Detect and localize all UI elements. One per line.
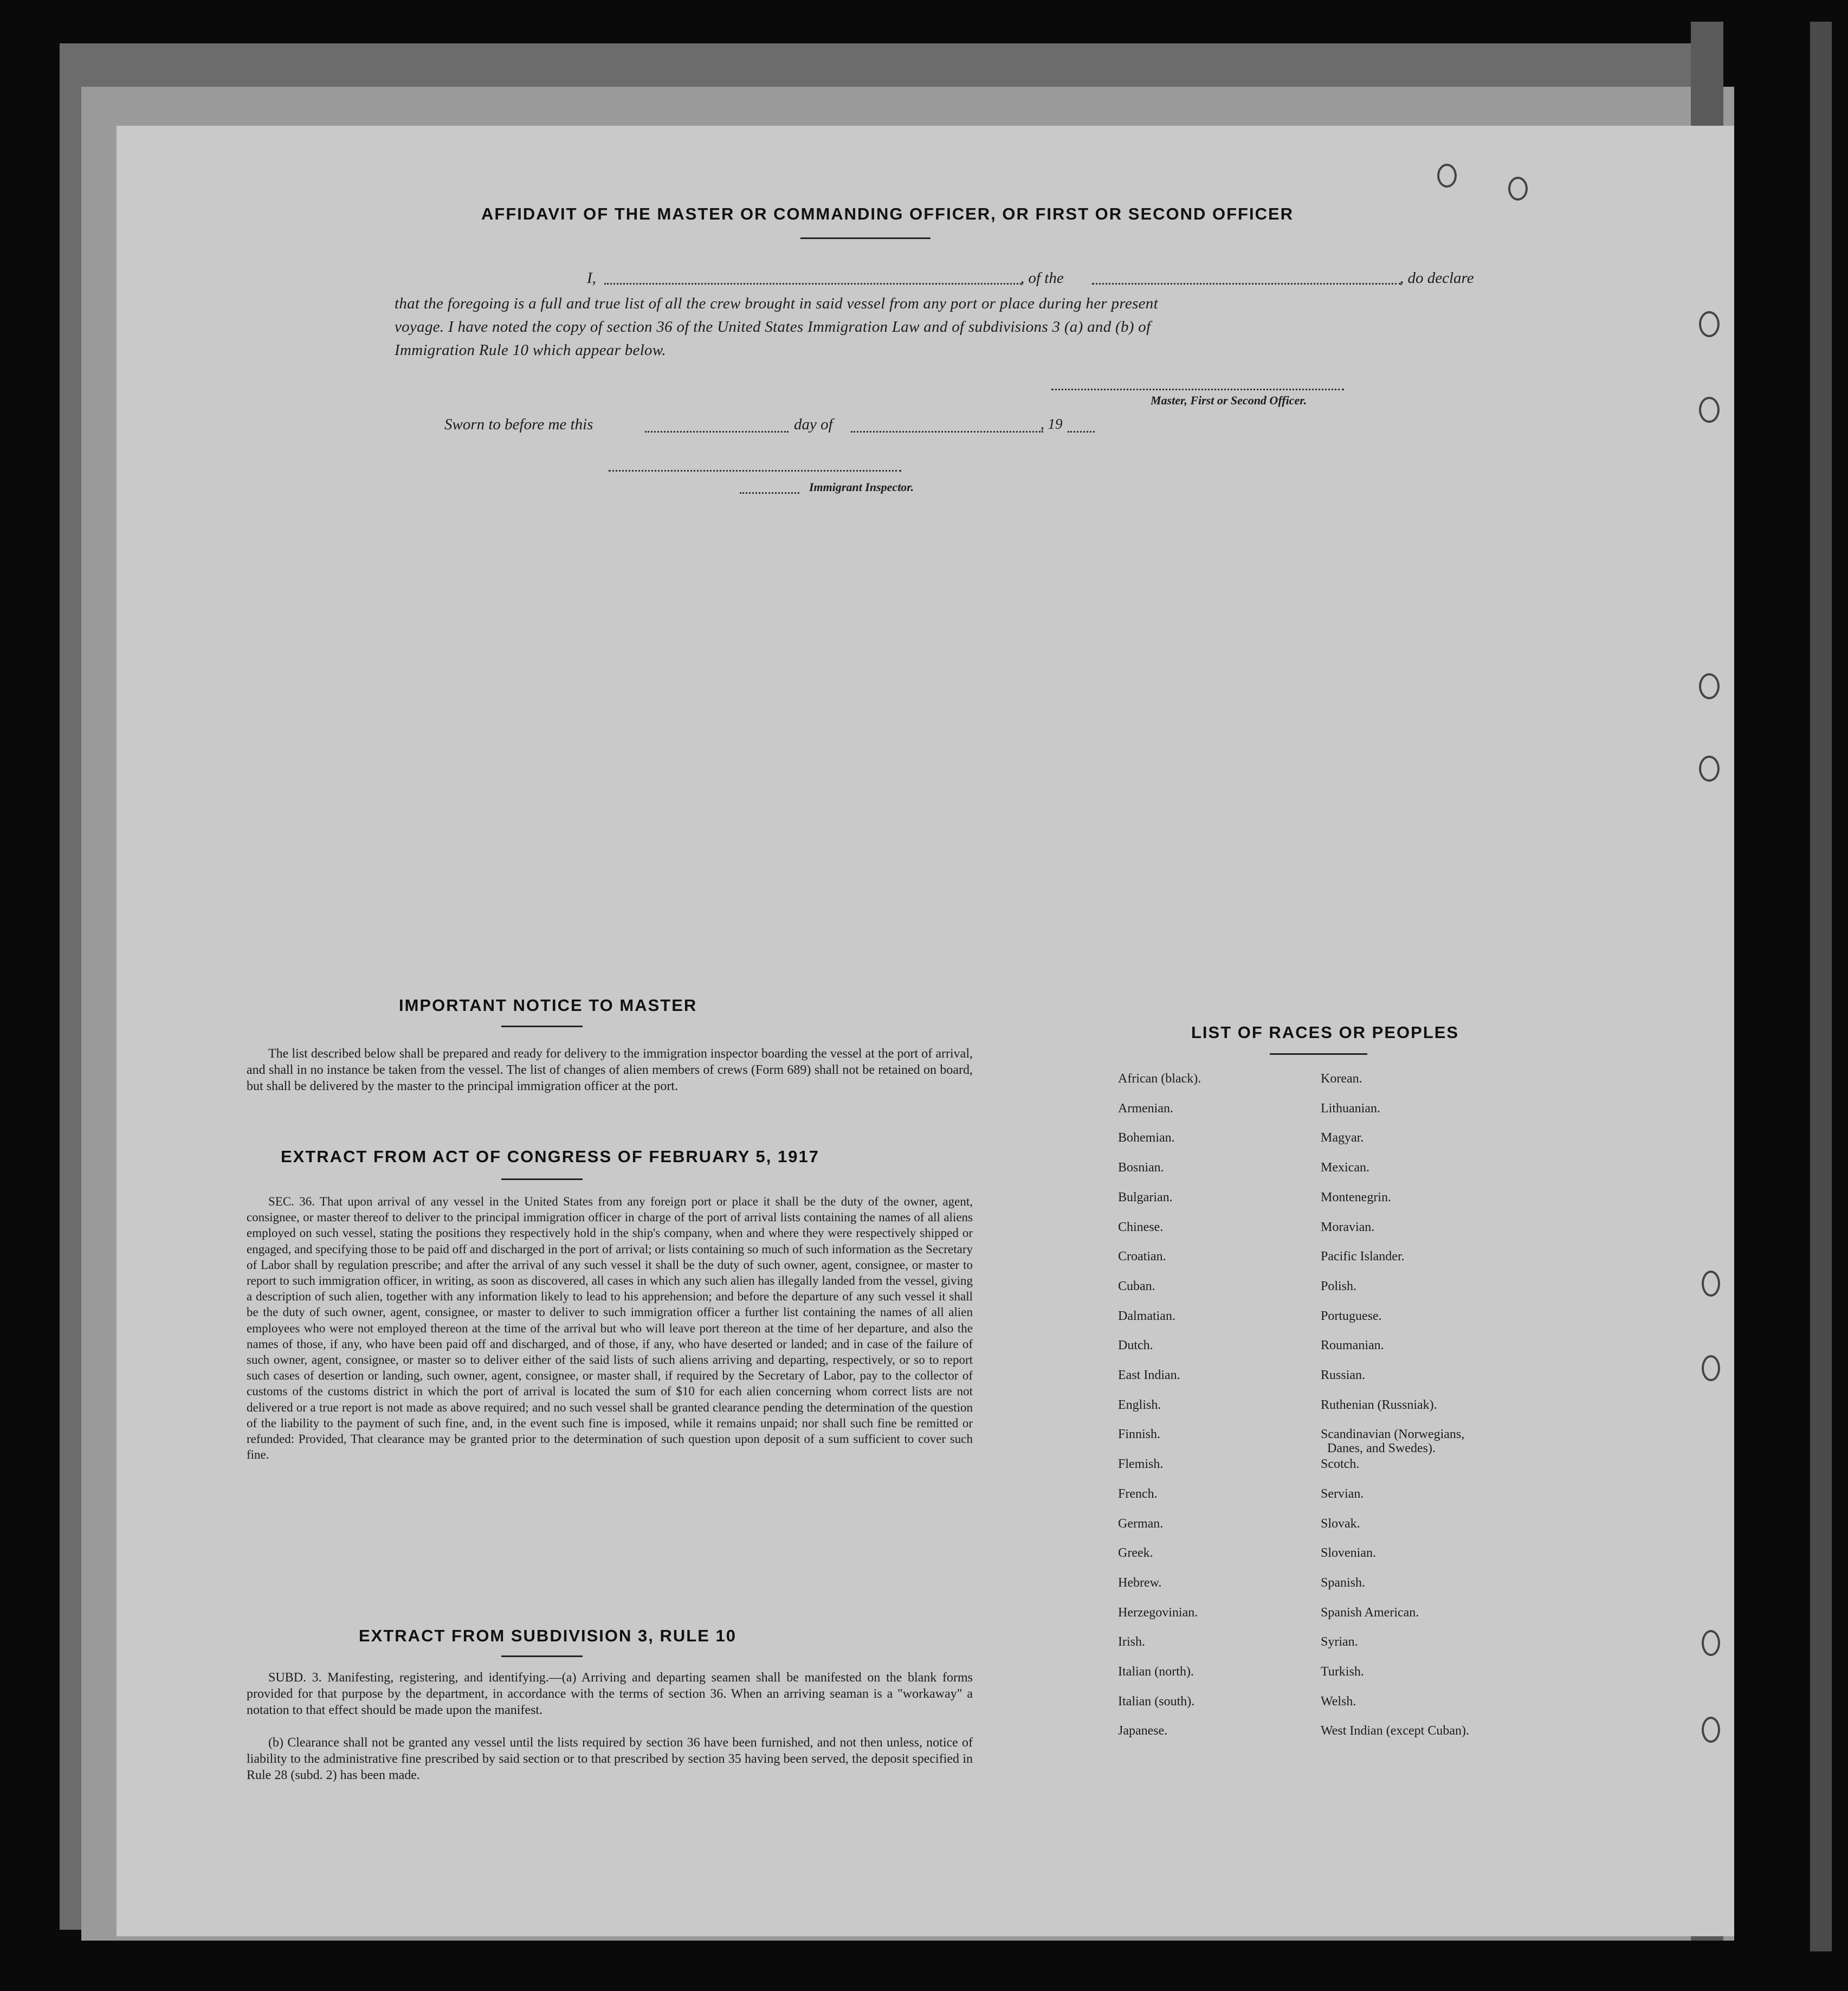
punch-hole	[1702, 1630, 1720, 1656]
race-item: Moravian.	[1321, 1220, 1375, 1234]
master-signature-line	[1051, 389, 1344, 390]
affidavit-line-2: that the foregoing is a full and true list of all the crew brought in said vessel from any port or place during her present	[395, 295, 1158, 312]
affidavit-line-4: Immigration Rule 10 which appear below.	[395, 342, 666, 359]
race-item: Montenegrin.	[1321, 1190, 1391, 1204]
race-item: Herzegovinian.	[1118, 1605, 1198, 1620]
heading-rule	[800, 237, 931, 239]
races-heading: LIST OF RACES OR PEOPLES	[1191, 1023, 1459, 1042]
punch-hole	[1702, 1717, 1720, 1743]
race-item: Welsh.	[1321, 1694, 1356, 1709]
race-item: Croatian.	[1118, 1249, 1166, 1264]
race-item: Irish.	[1118, 1635, 1145, 1649]
race-item: Russian.	[1321, 1368, 1366, 1382]
race-item: Dutch.	[1118, 1338, 1153, 1353]
race-item: Japanese.	[1118, 1724, 1168, 1738]
punch-hole	[1702, 1355, 1720, 1381]
race-item: Servian.	[1321, 1486, 1364, 1501]
punch-hole	[1699, 397, 1720, 423]
master-caption: Master, First or Second Officer.	[1151, 394, 1307, 407]
race-item: Bohemian.	[1118, 1131, 1175, 1145]
race-item: Armenian.	[1118, 1101, 1173, 1116]
race-item: Bulgarian.	[1118, 1190, 1173, 1204]
punch-hole	[1699, 311, 1720, 337]
race-item: Scandinavian (Norwegians, Danes, and Swedes).	[1321, 1427, 1465, 1456]
punch-hole	[1702, 1271, 1720, 1297]
rule-body-a: SUBD. 3. Manifesting, registering, and identifying.—(a) Arriving and departing seamen shall be manifested on the blank forms provided for that purpose by the department, in accordance with the terms of section 36. When an arriving seaman is a "workaway" a notation to that effect should be made upon the manifest.	[247, 1671, 973, 1717]
act-body: SEC. 36. That upon arrival of any vessel in the United States from any foreign port or place it shall be the duty of the owner, agent, consignee, or master thereof to deliver to the principal immigration officer in charge of the port of arrival lists containing the names of all aliens employed on such vessel, stating the positions they respectively hold in the ship's company, when and where they were respectively shipped or engaged, and specifying those to be paid off and discharged in the port of arrival; or lists containing so much of such information as the Secretary of Labor shall by regulation prescribe; and after the arrival of any such vessel it shall be the duty of such owner, agent, consignee, or master to report to such immigration officer, in writing, as soon as discovered, all cases in which any such alien has illegally landed from the vessel, giving a description of such alien, together with any information likely to lead to his apprehension; and before the departure of any such vessel it shall be the duty of such owner, agent, consignee, or master to deliver to such immigration officer a further list containing the names of all alien employees who were not employed thereon at the time of the arrival but who will leave port thereon at the time of her departure, and also the names of those, if any, who have been paid off and discharged, and of those, if any, who have deserted or landed; and in case of the failure of such owner, agent, consignee, or master so to deliver either of the said lists of such aliens arriving and departing, respectively, or so to report such cases of desertion or landing, such owner, agent, consignee, or master shall, if required by the Secretary of Labor, pay to the collector of customs of the customs district in which the port of arrival is located the sum of $10 for each alien concerning whom correct lists are not delivered or a true report is not made as above required; and no such vessel shall be granted clearance pending the determination of the question of the liability to the payment of such fine, and, in the event such fine is imposed, while it remains unpaid; nor shall such fine be remitted or refunded: Provided, That clearance may be granted prior to the determination of such question upon deposit of a sum sufficient to cover such fine.	[247, 1195, 973, 1462]
inspector-caption: Immigrant Inspector.	[809, 480, 914, 494]
race-item: Bosnian.	[1118, 1161, 1164, 1175]
races-rule	[1270, 1053, 1367, 1055]
affidavit-line-3: voyage. I have noted the copy of section 36 of the United States Immigration Law and of subdivisions 3 (a) and (b) of	[395, 318, 1151, 336]
race-item: Turkish.	[1321, 1665, 1364, 1679]
rule-heading: EXTRACT FROM SUBDIVISION 3, RULE 10	[359, 1626, 736, 1645]
punch-hole	[1699, 756, 1720, 782]
race-item: Greek.	[1118, 1546, 1153, 1561]
name-blank	[604, 283, 1022, 285]
notice-body: The list described below shall be prepared and ready for delivery to the immigration inspector boarding the vessel at the port of arrival, and shall in no instance be taken from the vessel. The list of changes of alien members of crews (Form 689) shall not be retained on board, but shall be delivered by the master to the principal immigration officer at the port.	[247, 1047, 973, 1093]
rule-rule	[501, 1655, 583, 1657]
race-item: Hebrew.	[1118, 1575, 1162, 1590]
affidavit-of-the: , of the	[1020, 269, 1064, 287]
race-item: Magyar.	[1321, 1131, 1364, 1145]
binding-strip	[1810, 22, 1832, 1951]
affidavit-heading: AFFIDAVIT OF THE MASTER OR COMMANDING OFFICER, OR FIRST OR SECOND OFFICER	[481, 204, 1294, 223]
race-item: Italian (north).	[1118, 1665, 1194, 1679]
race-item: Italian (south).	[1118, 1694, 1195, 1709]
race-item: French.	[1118, 1486, 1158, 1501]
punch-hole	[1437, 164, 1457, 188]
notice-rule	[501, 1026, 583, 1027]
race-item: Roumanian.	[1321, 1338, 1384, 1353]
punch-hole	[1508, 177, 1528, 201]
race-item: East Indian.	[1118, 1368, 1180, 1382]
race-item: West Indian (except Cuban).	[1321, 1724, 1469, 1738]
affidavit-declare: , do declare	[1400, 269, 1474, 287]
race-item: Scotch.	[1321, 1457, 1360, 1472]
act-rule	[501, 1178, 583, 1180]
year-text: , 19	[1041, 416, 1063, 432]
affidavit-i: I,	[587, 269, 596, 287]
race-item: Finnish.	[1118, 1427, 1161, 1442]
race-item: Mexican.	[1321, 1161, 1369, 1175]
race-item: Korean.	[1321, 1072, 1362, 1086]
race-item: African (black).	[1118, 1072, 1201, 1086]
sworn-day-blank	[645, 431, 789, 433]
race-item: English.	[1118, 1397, 1161, 1412]
race-item: German.	[1118, 1516, 1164, 1531]
race-item: Chinese.	[1118, 1220, 1164, 1234]
year-blank	[1068, 431, 1095, 433]
race-item: Pacific Islander.	[1321, 1249, 1405, 1264]
inspector-signature-line	[609, 470, 901, 472]
day-of-text: day of	[794, 416, 833, 433]
race-item: Spanish American.	[1321, 1605, 1419, 1620]
race-item: Portuguese.	[1321, 1309, 1382, 1323]
race-item: Cuban.	[1118, 1279, 1155, 1293]
rule-body-b: (b) Clearance shall not be granted any vessel until the lists required by section 36 have been furnished, and not then unless, notice of liability to the administrative fine prescribed by said section or to that prescribed by section 35 having been served, the deposit specified in Rule 28 (subd. 2) has been made.	[247, 1736, 973, 1782]
race-item: Slovak.	[1321, 1516, 1360, 1531]
punch-hole	[1699, 673, 1720, 699]
sworn-text: Sworn to before me this	[444, 416, 593, 433]
race-item: Syrian.	[1321, 1635, 1358, 1649]
form-page	[117, 126, 1734, 1936]
race-item: Dalmatian.	[1118, 1309, 1175, 1323]
race-item: Spanish.	[1321, 1575, 1366, 1590]
act-heading: EXTRACT FROM ACT OF CONGRESS OF FEBRUARY 5, 1917	[281, 1147, 819, 1166]
race-item: Polish.	[1321, 1279, 1357, 1293]
vessel-blank	[1092, 283, 1401, 285]
month-blank	[851, 431, 1043, 433]
race-item: Flemish.	[1118, 1457, 1164, 1472]
inspector-lead	[740, 492, 799, 494]
notice-heading: IMPORTANT NOTICE TO MASTER	[399, 996, 697, 1015]
race-item: Slovenian.	[1321, 1546, 1376, 1561]
race-item: Lithuanian.	[1321, 1101, 1380, 1116]
race-item: Ruthenian (Russniak).	[1321, 1397, 1437, 1412]
